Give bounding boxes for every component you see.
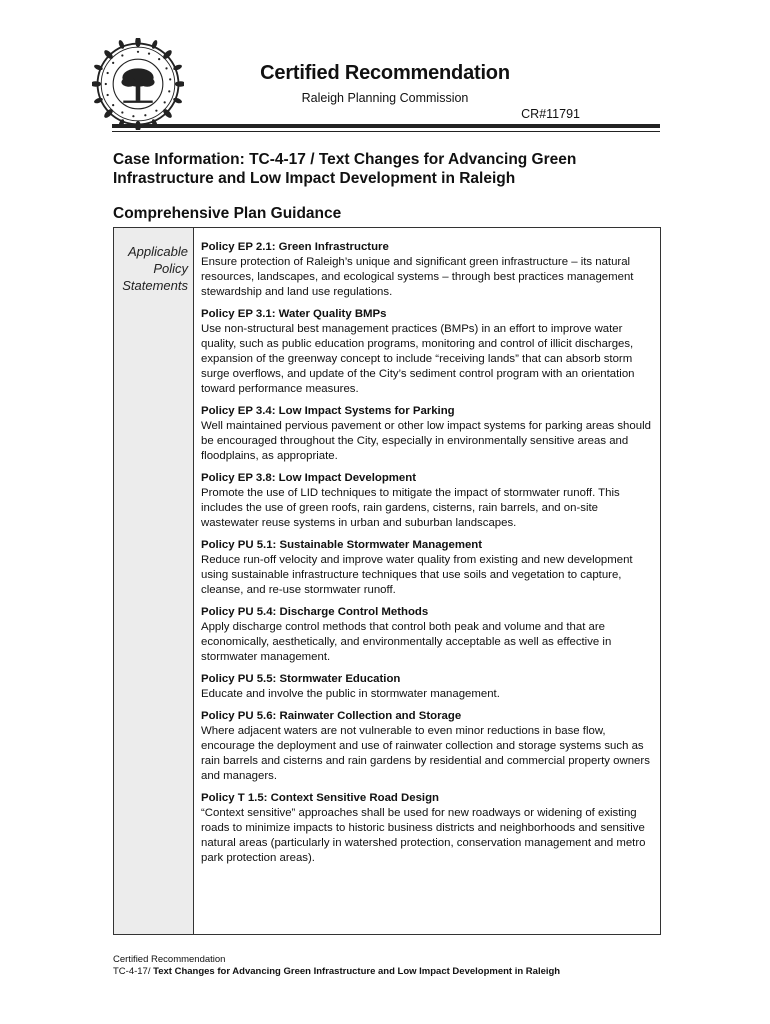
footer-case-id: TC-4-17/ (113, 966, 154, 977)
policy-item (201, 709, 658, 784)
policy-table (113, 227, 661, 935)
policy-title: Policy T 1.5: Context Sensitive Road Design (201, 792, 439, 804)
policy-body: Apply discharge control methods that control both peak and volume and that are economically, aesthetically, and environmentally acceptable as well as effective in stormwater management. (201, 621, 612, 663)
policy-title: Policy PU 5.6: Rainwater Collection and Storage (201, 710, 462, 722)
policy-item (201, 791, 658, 866)
policy-table-side-cell (114, 228, 194, 934)
policy-item (201, 240, 658, 300)
applicable-policy-statements-label (112, 243, 188, 294)
policy-item (201, 404, 658, 464)
policy-title: Policy PU 5.4: Discharge Control Methods (201, 606, 429, 618)
policy-item (201, 538, 658, 598)
policy-list (201, 240, 658, 873)
case-information-heading: Case Information: TC-4-17 / Text Changes for Advancing Green Infrastructure and Low Impact Development in Raleigh (113, 151, 577, 187)
policy-title: Policy PU 5.1: Sustainable Stormwater Management (201, 539, 483, 551)
policy-body: Ensure protection of Raleigh’s unique and significant green infrastructure – its natural resources, landscapes, and ecological systems – through best practices management stewardship and land use regulations. (201, 256, 634, 298)
policy-item (201, 471, 658, 531)
document-subtitle: Raleigh Planning Commission (301, 91, 469, 105)
case-number: CR#11791 (521, 107, 580, 121)
policy-item (201, 307, 658, 397)
document-title: Certified Recommendation (260, 62, 510, 84)
policy-body: Well maintained pervious pavement or other low impact systems for parking areas should be encouraged throughout the City, especially in environmentally sensitive areas and floodplains, as appropriate. (201, 420, 651, 462)
policy-body: Reduce run-off velocity and improve water quality from existing and new development using sustainable infrastructure techniques that use soils and vegetation to capture, cleanse, and re-use stormwater runoff. (201, 554, 633, 596)
policy-title: Policy EP 3.1: Water Quality BMPs (201, 308, 387, 320)
policy-title: Policy EP 2.1: Green Infrastructure (201, 241, 389, 253)
footer-case-title: Text Changes for Advancing Green Infrastructure and Low Impact Development in Raleigh (153, 966, 561, 977)
side-label-line: Statements (122, 278, 188, 293)
policy-item (201, 605, 658, 665)
footer-line-1: Certified Recommendation (113, 954, 226, 965)
policy-body: Where adjacent waters are not vulnerable to even minor reductions in base flow, encourage the deployment and use of rainwater collection and storage systems such as rain barrels and cisterns and rain gardens by residential and commercial property owners and managers. (201, 725, 650, 782)
policy-body: “Context sensitive” approaches shall be used for new roadways or widening of existing roads to minimize impacts to historic business districts and neighborhoods and sensitive natural areas (particularly in watershed protection, conservation management and metro park protection areas). (201, 807, 646, 864)
policy-body: Educate and involve the public in stormwater management. (201, 688, 500, 700)
footer-line-2 (113, 966, 560, 978)
policy-item (201, 672, 658, 702)
header-rule-thick (112, 124, 660, 128)
policy-title: Policy EP 3.4: Low Impact Systems for Parking (201, 405, 455, 417)
policy-title: Policy PU 5.5: Stormwater Education (201, 673, 401, 685)
page-footer (113, 954, 560, 978)
policy-body: Promote the use of LID techniques to mitigate the impact of stormwater runoff. This includes the use of green roofs, rain gardens, cisterns, rain barrels, and on-site wastewater reuse systems in urban and suburban landscapes. (201, 487, 620, 529)
side-label-line: Applicable (128, 244, 188, 259)
header-rule-thin (112, 131, 660, 132)
side-label-line: Policy (153, 261, 188, 276)
section-heading: Comprehensive Plan Guidance (113, 205, 342, 222)
policy-body: Use non-structural best management practices (BMPs) in an effort to improve water quality, such as public education programs, monitoring and control of illicit discharges, expansion of the greenway concept to include “receiving lands” that can absorb storm surge overflows, and update of the City’s sediment control program with an orientation toward performance measures. (201, 323, 635, 395)
policy-title: Policy EP 3.8: Low Impact Development (201, 472, 417, 484)
